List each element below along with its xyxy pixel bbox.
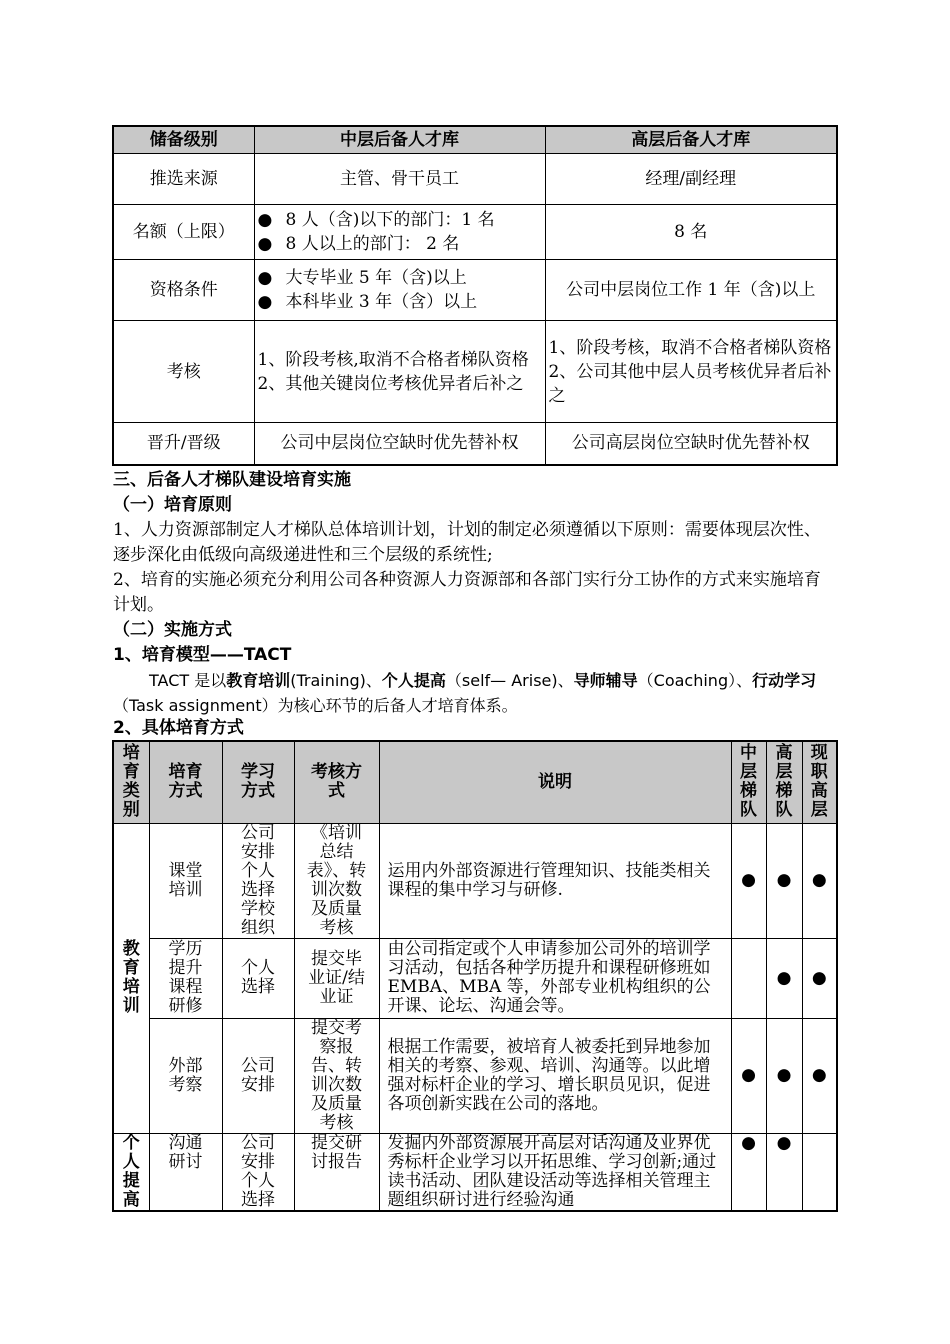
text-run: (Training)、 bbox=[290, 671, 382, 690]
bullet-text: 8 人（含)以下的部门：1 名 bbox=[285, 210, 495, 230]
assess-cell bbox=[294, 823, 379, 938]
mid-mark: ● bbox=[731, 1018, 766, 1133]
table-row bbox=[113, 938, 837, 1018]
bullet-icon: ● bbox=[257, 292, 273, 312]
mid-cell: 主管、骨干员工 bbox=[254, 154, 545, 205]
method-text: 课堂培训 bbox=[168, 860, 203, 900]
header-cell bbox=[222, 741, 294, 823]
bullet-icon: ● bbox=[257, 234, 273, 254]
high-mark: ● bbox=[766, 1133, 802, 1211]
method-cell bbox=[149, 1018, 222, 1133]
table-row bbox=[113, 1133, 837, 1211]
row-label: 推选来源 bbox=[113, 154, 254, 205]
bullet-item bbox=[258, 266, 542, 290]
text-run-bold: 行动学习 bbox=[752, 671, 817, 690]
bullet-text: 8 人以上的部门： 2 名 bbox=[285, 234, 460, 254]
row-label: 名额（上限） bbox=[113, 205, 254, 260]
learn-text: 公司安排个人选择学校组织 bbox=[241, 822, 275, 938]
text-run: TACT 是以 bbox=[149, 671, 227, 690]
header-text: 培育类别 bbox=[122, 743, 140, 821]
bullet-text: 大专毕业 5 年（含)以上 bbox=[285, 268, 467, 288]
category-cell bbox=[113, 823, 149, 1133]
bullet-text: 本科毕业 3 年（含）以上 bbox=[285, 292, 478, 312]
table-header-row bbox=[113, 741, 837, 823]
high-cell: 经理/副经理 bbox=[545, 154, 837, 205]
bullet-icon: ● bbox=[257, 268, 273, 288]
mid-cell bbox=[254, 205, 545, 260]
sub-heading: （一）培育原则 bbox=[113, 495, 232, 515]
high-mark: ● bbox=[766, 1018, 802, 1133]
mid-mark: ● bbox=[731, 823, 766, 938]
header-cell bbox=[113, 741, 149, 823]
sub-heading: （二）实施方式 bbox=[113, 620, 232, 640]
learn-text: 公司安排个人选择 bbox=[241, 1132, 275, 1210]
method-cell bbox=[149, 1133, 222, 1211]
bullet-item bbox=[258, 290, 542, 314]
learn-text: 公司安排 bbox=[241, 1055, 275, 1095]
category-text: 教育培训 bbox=[122, 939, 140, 1016]
header-cell: 高层后备人才库 bbox=[545, 126, 837, 154]
current-mark: ● bbox=[802, 938, 837, 1018]
row-label: 晋升/晋级 bbox=[113, 423, 254, 465]
bullet-item bbox=[258, 208, 542, 232]
learn-cell bbox=[222, 1133, 294, 1211]
header-cell bbox=[149, 741, 222, 823]
learn-cell bbox=[222, 823, 294, 938]
reserve-talent-table bbox=[112, 125, 838, 466]
header-cell: 储备级别 bbox=[113, 126, 254, 154]
table-row bbox=[113, 154, 837, 205]
desc-cell: 根据工作需要，被培育人被委托到异地参加相关的考察、参观、培训、沟通等。以此增强对标杆企业的学习、增长职员见识，促进各项创新实践在公司的落地。 bbox=[379, 1018, 731, 1133]
table-row bbox=[113, 260, 837, 321]
learn-text: 个人选择 bbox=[241, 958, 275, 997]
assess-cell bbox=[294, 1018, 379, 1133]
text-run-bold: 教育培训 bbox=[226, 671, 291, 690]
assess-cell bbox=[294, 938, 379, 1018]
row-label: 考核 bbox=[113, 321, 254, 423]
table-row bbox=[113, 823, 837, 938]
high-cell: 公司高层岗位空缺时优先替补权 bbox=[545, 423, 837, 465]
header-cell bbox=[766, 741, 802, 823]
paragraph: 1、人力资源部制定人才梯队总体培训计划，计划的制定必须遵循以下原则：需要体现层次性、逐步深化由低级向高级递进性和三个层级的系统性; bbox=[113, 520, 821, 565]
header-cell bbox=[731, 741, 766, 823]
assess-text: 提交研讨报告 bbox=[311, 1132, 362, 1172]
learn-cell bbox=[222, 1018, 294, 1133]
assess-cell bbox=[294, 1133, 379, 1211]
method-text: 沟通研讨 bbox=[168, 1132, 203, 1172]
method-text: 外部考察 bbox=[168, 1055, 203, 1095]
current-mark: ● bbox=[802, 1018, 837, 1133]
mid-cell bbox=[254, 260, 545, 321]
header-cell: 说明 bbox=[379, 741, 731, 823]
learn-cell bbox=[222, 938, 294, 1018]
current-mark bbox=[802, 1133, 837, 1211]
category-cell bbox=[113, 1133, 149, 1211]
text-run: （self— Arise)、 bbox=[445, 671, 574, 690]
training-methods-table bbox=[112, 740, 838, 1212]
category-text: 个人提高 bbox=[122, 1132, 140, 1210]
row-label: 资格条件 bbox=[113, 260, 254, 321]
header-cell: 中层后备人才库 bbox=[254, 126, 545, 154]
desc-cell: 发掘内外部资源展开高层对话沟通及业界优秀标杆企业学习以开拓思维、学习创新;通过读书活动、团队建设活动等选择相关管理主题组织研讨进行经验沟通 bbox=[379, 1133, 731, 1211]
header-text: 学习方式 bbox=[241, 762, 275, 802]
model-heading: 1、培育模型——TACT bbox=[113, 645, 292, 665]
mid-cell: 1、阶段考核,取消不合格者梯队资格 2、其他关键岗位考核优异者后补之 bbox=[254, 321, 545, 423]
mid-cell: 公司中层岗位空缺时优先替补权 bbox=[254, 423, 545, 465]
assess-text: 提交毕业证/结业证 bbox=[308, 948, 365, 1007]
desc-cell: 由公司指定或个人申请参加公司外的培训学习活动，包括各种学历提升和课程研修班如 EMBA、MBA 等，外部专业机构组织的公开课、论坛、沟通会等。 bbox=[379, 938, 731, 1018]
bullet-icon: ● bbox=[257, 210, 273, 230]
assess-text: 提交考察报告、转训次数及质量考核 bbox=[311, 1017, 362, 1133]
table-header-row bbox=[113, 126, 837, 154]
table-row bbox=[113, 321, 837, 423]
table-row bbox=[113, 1018, 837, 1133]
table-row bbox=[113, 205, 837, 260]
high-mark: ● bbox=[766, 938, 802, 1018]
assess-text: 《培训总结表》、转训次数及质量考核 bbox=[306, 822, 367, 938]
desc-cell: 运用内外部资源进行管理知识、技能类相关课程的集中学习与研修. bbox=[379, 823, 731, 938]
mid-mark bbox=[731, 938, 766, 1018]
text-run-bold: 个人提高 bbox=[381, 671, 446, 690]
header-text: 中层梯队 bbox=[740, 743, 757, 821]
header-text: 培育方式 bbox=[168, 762, 203, 802]
bullet-item bbox=[258, 232, 542, 256]
header-text: 考核方式 bbox=[311, 762, 362, 802]
header-text: 现职高层 bbox=[810, 743, 828, 821]
method-cell bbox=[149, 938, 222, 1018]
header-cell bbox=[294, 741, 379, 823]
method-heading: 2、具体培育方式 bbox=[113, 718, 244, 738]
paragraph: 2、培育的实施必须充分利用公司各种资源人力资源部和各部门实行分工协作的方式来实施培育计划。 bbox=[113, 570, 821, 615]
high-cell: 1、阶段考核，取消不合格者梯队资格 2、公司其他中层人员考核优异者后补之 bbox=[545, 321, 837, 423]
high-cell: 公司中层岗位工作 1 年（含)以上 bbox=[545, 260, 837, 321]
model-paragraph bbox=[113, 668, 835, 718]
text-run: （Task assignment）为核心环节的后备人才培育体系。 bbox=[113, 696, 518, 715]
section-heading: 三、后备人才梯队建设培育实施 bbox=[113, 470, 351, 490]
text-run: （Coaching）、 bbox=[637, 671, 753, 690]
text-run-bold: 导师辅导 bbox=[573, 671, 638, 690]
table-row bbox=[113, 423, 837, 465]
header-cell bbox=[802, 741, 837, 823]
header-text: 高层梯队 bbox=[775, 743, 793, 821]
mid-mark: ● bbox=[731, 1133, 766, 1211]
method-text: 学历提升课程研修 bbox=[168, 939, 203, 1016]
high-cell: 8 名 bbox=[545, 205, 837, 260]
current-mark: ● bbox=[802, 823, 837, 938]
high-mark: ● bbox=[766, 823, 802, 938]
method-cell bbox=[149, 823, 222, 938]
